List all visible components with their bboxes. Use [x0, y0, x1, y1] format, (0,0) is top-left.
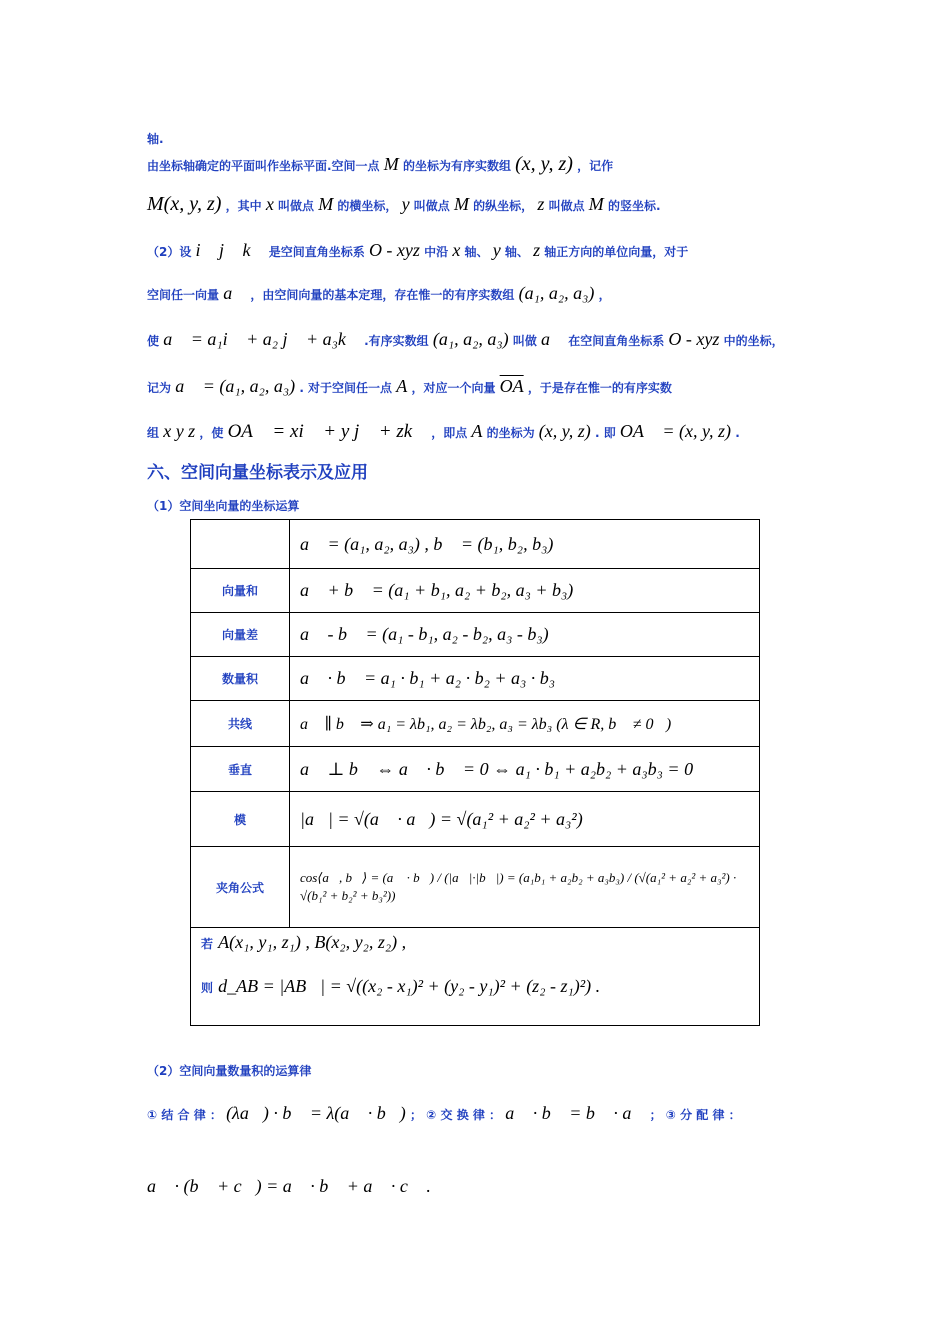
math: (x, y, z) [515, 153, 573, 175]
text: ③ 分 配 律 ： [665, 1108, 741, 1122]
math: M(x, y, z) [147, 193, 222, 215]
table-row [191, 792, 760, 847]
text: 组 [147, 426, 160, 440]
text: ，即点 [431, 426, 468, 440]
math: (a₁, a₂, a₃) [432, 329, 509, 349]
text: 叫做点 [413, 199, 450, 213]
text: . 即 [594, 426, 616, 440]
row-value: a⃗ · b⃗ = a₁ · b₁ + a₂ · b₂ + a₃ · b₃ [290, 657, 760, 701]
text: ，对应一个向量 [411, 381, 496, 395]
table-row [191, 928, 760, 1026]
text: 叫做 [512, 334, 537, 348]
math: (a₁, a₂, a₃) [518, 283, 595, 303]
table-row [191, 520, 760, 569]
row-value: a⃗ + b⃗ = (a₁ + b₁, a₂ + b₂, a₃ + b₃) [290, 569, 760, 613]
text: 的竖坐标. [607, 199, 661, 213]
row-value: cos⟨a⃗, b⃗⟩ = (a⃗ · b⃗) / (|a⃗|·|b⃗|) = (a₁b₁ + a₂b₂ + a₃b₃) / (√(a₁² + a₂² + a₃²) · √(b₁² + b₂² + b₃²)) [290, 847, 760, 928]
text: ； [649, 1108, 662, 1122]
operations-table [190, 519, 760, 1026]
text: ，其中 [225, 199, 262, 213]
math: $\overline{OA}$ [499, 376, 524, 396]
para-line-6 [147, 329, 807, 350]
math: a⃗ [541, 329, 565, 349]
row-value: a⃗ ∥ b⃗ ⇒ a₁ = λb₁, a₂ = λb₂, a₃ = λb₃ (λ ∈ R, b⃗ ≠ 0⃗) [290, 701, 760, 747]
text: 轴、 [464, 245, 489, 259]
text: 在空间直角坐标系 [568, 334, 665, 348]
math: a⃗ [223, 283, 247, 303]
math: O - xyz [368, 240, 420, 260]
row-value: a⃗ - b⃗ = (a₁ - b₁, a₂ - b₂, a₃ - b₃) [290, 613, 760, 657]
text: 若 [201, 937, 214, 951]
text: 是空间直角坐标系 [268, 245, 365, 259]
text: 的横坐标， [337, 199, 398, 213]
math: i⃗ j⃗ k⃗ [195, 240, 265, 260]
math: M [453, 194, 469, 214]
text: ， [598, 288, 611, 302]
text: （2）设 [147, 245, 192, 259]
row-key: 向量和 [191, 569, 290, 613]
text: 中的坐标， [723, 334, 784, 348]
table-cell [191, 520, 290, 569]
table-row [191, 657, 760, 701]
math: a⃗ = (a₁, a₂, a₃) [175, 376, 296, 396]
para-line-2 [147, 153, 807, 176]
text: 使 [147, 334, 160, 348]
math: OA⃗ = (x, y, z) [619, 421, 732, 441]
text: ② 交 换 律 ： [426, 1108, 502, 1122]
text: ，由空间向量的基本定理，存在惟一的有序实数组 [250, 288, 515, 302]
text: 则 [201, 981, 214, 995]
footer-line-1 [201, 932, 749, 976]
math: x y z [163, 421, 196, 441]
text: .有序实数组 [364, 334, 429, 348]
text: 轴正方向的单位向量，对于 [544, 245, 689, 259]
para-line-4 [147, 240, 807, 261]
math: y [401, 194, 410, 214]
table-row [191, 569, 760, 613]
text: ； [409, 1108, 422, 1122]
footer-line-2 [201, 976, 749, 997]
laws-line-2 [147, 1176, 807, 1197]
text: 空间任一向量 [147, 288, 220, 302]
math: A [396, 376, 408, 396]
para-line-7 [147, 376, 807, 397]
math: a⃗ · b⃗ = b⃗ · a⃗ [505, 1103, 646, 1123]
math: (λa⃗) · b⃗ = λ(a⃗ · b⃗) [226, 1103, 406, 1123]
math: a⃗ · (b⃗ + c⃗) = a⃗ · b⃗ + a⃗ · c⃗ . [147, 1176, 431, 1196]
text: ① 结 合 律 ： [147, 1108, 222, 1122]
row-key: 数量积 [191, 657, 290, 701]
math: x [452, 240, 461, 260]
text: 的坐标为有序实数组 [402, 159, 511, 173]
row-value: |a⃗| = √(a⃗ · a⃗) = √(a₁² + a₂² + a₃²) [290, 792, 760, 847]
text: 的坐标为 [486, 426, 535, 440]
subheading-2 [147, 1062, 807, 1079]
para-line-3 [147, 193, 807, 216]
text: （1）空间坐向量的坐标运算 [147, 499, 300, 513]
math: OA⃗ = xi⃗ + y j⃗ + zk⃗ [227, 421, 427, 442]
text: ，记作 [577, 159, 614, 173]
math: M [588, 194, 604, 214]
math: (x, y, z) [538, 421, 591, 441]
math: M [383, 154, 399, 174]
text: 由坐标轴确定的平面叫作坐标平面.空间一点 [147, 159, 380, 173]
text: 轴、 [504, 245, 529, 259]
para-line-8 [147, 421, 807, 443]
row-key: 垂直 [191, 747, 290, 792]
math: M [318, 194, 334, 214]
math: a⃗ = a₁i⃗ + a₂ j⃗ + a₃k⃗ [163, 329, 360, 349]
table-row [191, 701, 760, 747]
text: 的纵坐标， [473, 199, 534, 213]
math: A(x₁, y₁, z₁) , B(x₂, y₂, z₂) , [218, 932, 407, 952]
math: d_AB = |AB⃗| = √((x₂ - x₁)² + (y₂ - y₁)² + (z₂ - z₁)²) . [218, 976, 601, 996]
table-header-cell: a⃗ = (a₁, a₂, a₃) , b⃗ = (b₁, b₂, b₃) [290, 520, 760, 569]
math: O - xyz [668, 329, 720, 349]
text: ，于是存在惟一的有序实数 [527, 381, 672, 395]
text: 叫做点 [548, 199, 585, 213]
math: z [537, 194, 545, 214]
math: z [533, 240, 541, 260]
laws-line-1 [147, 1103, 807, 1124]
table-row [191, 613, 760, 657]
text: 轴. [147, 132, 164, 146]
text: （2）空间向量数量积的运算律 [147, 1064, 312, 1078]
para-line-5 [147, 283, 807, 304]
math: A [471, 421, 483, 441]
text: . 对于空间任一点 [299, 381, 393, 395]
table-row [191, 747, 760, 792]
para-line-1 [147, 130, 807, 147]
row-value: a⃗ ⊥ b⃗ ⇔ a⃗ · b⃗ = 0 ⇔ a₁ · b₁ + a₂b₂ + a₃b₃ = 0 [290, 747, 760, 792]
math: y [492, 240, 501, 260]
text: 叫做点 [278, 199, 315, 213]
subheading-1 [147, 497, 807, 514]
text: . [735, 426, 740, 440]
table-footer-cell [191, 928, 760, 1026]
text: 记为 [147, 381, 172, 395]
text: 中沿 [424, 245, 449, 259]
text: ，使 [199, 426, 224, 440]
table-row [191, 847, 760, 928]
section-title: 六、空间向量坐标表示及应用 [147, 463, 368, 483]
row-key: 向量差 [191, 613, 290, 657]
math: x [265, 194, 274, 214]
row-key: 模 [191, 792, 290, 847]
row-key: 夹角公式 [191, 847, 290, 928]
row-key: 共线 [191, 701, 290, 747]
